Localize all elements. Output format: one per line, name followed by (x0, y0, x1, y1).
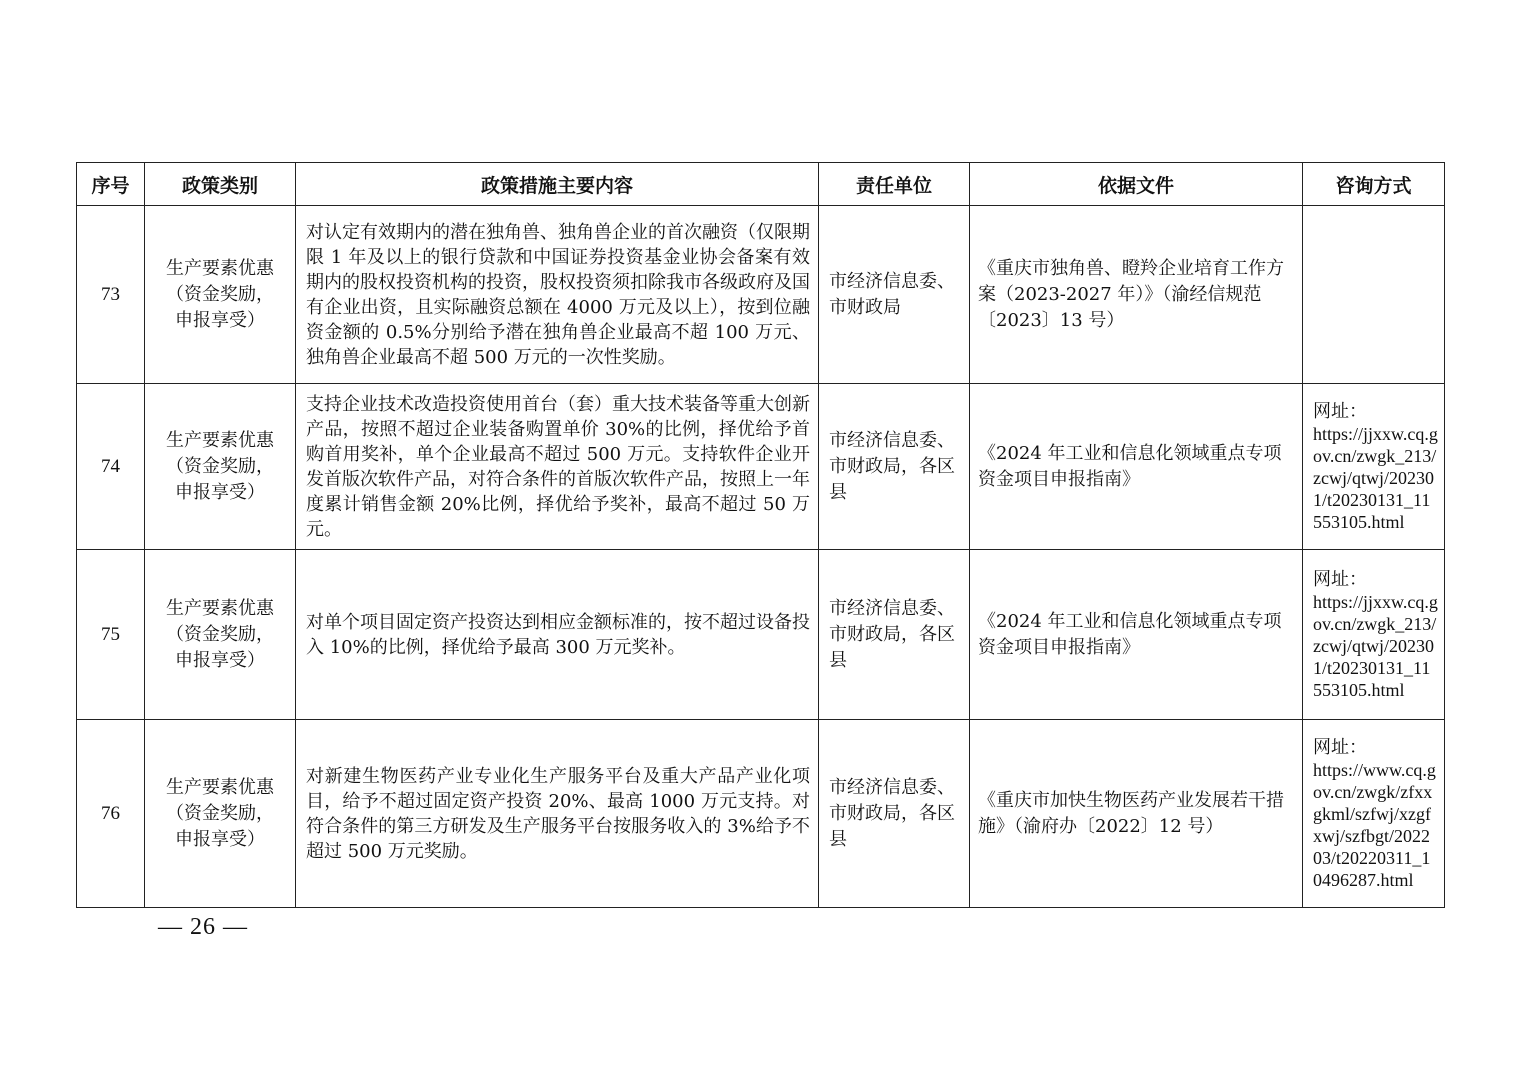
policy-content: 对单个项目固定资产投资达到相应金额标准的，按不超过设备投入 10%的比例，择优给予最高 300 万元奖补。 (296, 550, 819, 720)
header-category: 政策类别 (145, 163, 296, 206)
basis-document: 《重庆市独角兽、瞪羚企业培育工作方案（2023-2027 年）》（渝经信规范〔2023〕13 号） (970, 206, 1303, 384)
contact-url[interactable]: https://jjxxw.cq.gov.cn/zwgk_213/zcwj/qtwj/202301/t20230131_11553105.html (1313, 591, 1438, 700)
header-content: 政策措施主要内容 (296, 163, 819, 206)
page-number: — 26 — (158, 914, 248, 940)
row-number: 76 (77, 720, 145, 908)
basis-document: 《重庆市加快生物医药产业发展若干措施》（渝府办〔2022〕12 号） (970, 720, 1303, 908)
policy-content: 对新建生物医药产业专业化生产服务平台及重大产品产业化项目，给予不超过固定资产投资 20%、最高 1000 万元支持。对符合条件的第三方研发及生产服务平台按服务收入的 3%给予不超过 500 万元奖励。 (296, 720, 819, 908)
policy-category: 生产要素优惠 （资金奖励， 申报享受） (145, 206, 296, 384)
table-row (77, 206, 1445, 384)
policy-category: 生产要素优惠 （资金奖励， 申报享受） (145, 550, 296, 720)
row-number: 73 (77, 206, 145, 384)
responsible-unit: 市经济信息委、市财政局，各区县 (819, 384, 970, 550)
table-row (77, 720, 1445, 908)
header-no: 序号 (77, 163, 145, 206)
contact-info (1303, 384, 1445, 550)
contact-label: 网址： (1313, 400, 1367, 422)
policy-category: 生产要素优惠 （资金奖励， 申报享受） (145, 720, 296, 908)
contact-info (1303, 206, 1445, 384)
responsible-unit: 市经济信息委、市财政局，各区县 (819, 550, 970, 720)
policy-table-sheet (76, 162, 1444, 908)
row-number: 75 (77, 550, 145, 720)
policy-table (76, 162, 1445, 908)
policy-content: 支持企业技术改造投资使用首台（套）重大技术装备等重大创新产品，按照不超过企业装备购置单价 30%的比例，择优给予首购首用奖补，单个企业最高不超过 500 万元。支持软件企业开发首版次软件产品，对符合条件的首版次软件产品，按照上一年度累计销售金额 20%比例，择优给予奖补，最高不超过 50 万元。 (296, 384, 819, 550)
header-document: 依据文件 (970, 163, 1303, 206)
responsible-unit: 市经济信息委、市财政局 (819, 206, 970, 384)
table-row (77, 550, 1445, 720)
basis-document: 《2024 年工业和信息化领域重点专项资金项目申报指南》 (970, 550, 1303, 720)
header-unit: 责任单位 (819, 163, 970, 206)
policy-category: 生产要素优惠 （资金奖励， 申报享受） (145, 384, 296, 550)
basis-document: 《2024 年工业和信息化领域重点专项资金项目申报指南》 (970, 384, 1303, 550)
contact-label: 网址： (1313, 568, 1367, 590)
table-row (77, 384, 1445, 550)
header-contact: 咨询方式 (1303, 163, 1445, 206)
contact-label: 网址： (1313, 736, 1367, 758)
policy-content: 对认定有效期内的潜在独角兽、独角兽企业的首次融资（仅限期限 1 年及以上的银行贷款和中国证券投资基金业协会备案有效期内的股权投资机构的投资，股权投资须扣除我市各级政府及国有企业出资，且实际融资总额在 4000 万元及以上），按到位融资金额的 0.5%分别给予潜在独角兽企业最高不超 100 万元、独角兽企业最高不超 500 万元的一次性奖励。 (296, 206, 819, 384)
responsible-unit: 市经济信息委、市财政局，各区县 (819, 720, 970, 908)
contact-url[interactable]: https://www.cq.gov.cn/zwgk/zfxxgkml/szfwj/xzgfxwj/szfbgt/202203/t20220311_10496287.html (1313, 759, 1436, 890)
table-header-row (77, 163, 1445, 206)
contact-url[interactable]: https://jjxxw.cq.gov.cn/zwgk_213/zcwj/qtwj/202301/t20230131_11553105.html (1313, 423, 1438, 532)
contact-info (1303, 550, 1445, 720)
row-number: 74 (77, 384, 145, 550)
contact-info (1303, 720, 1445, 908)
